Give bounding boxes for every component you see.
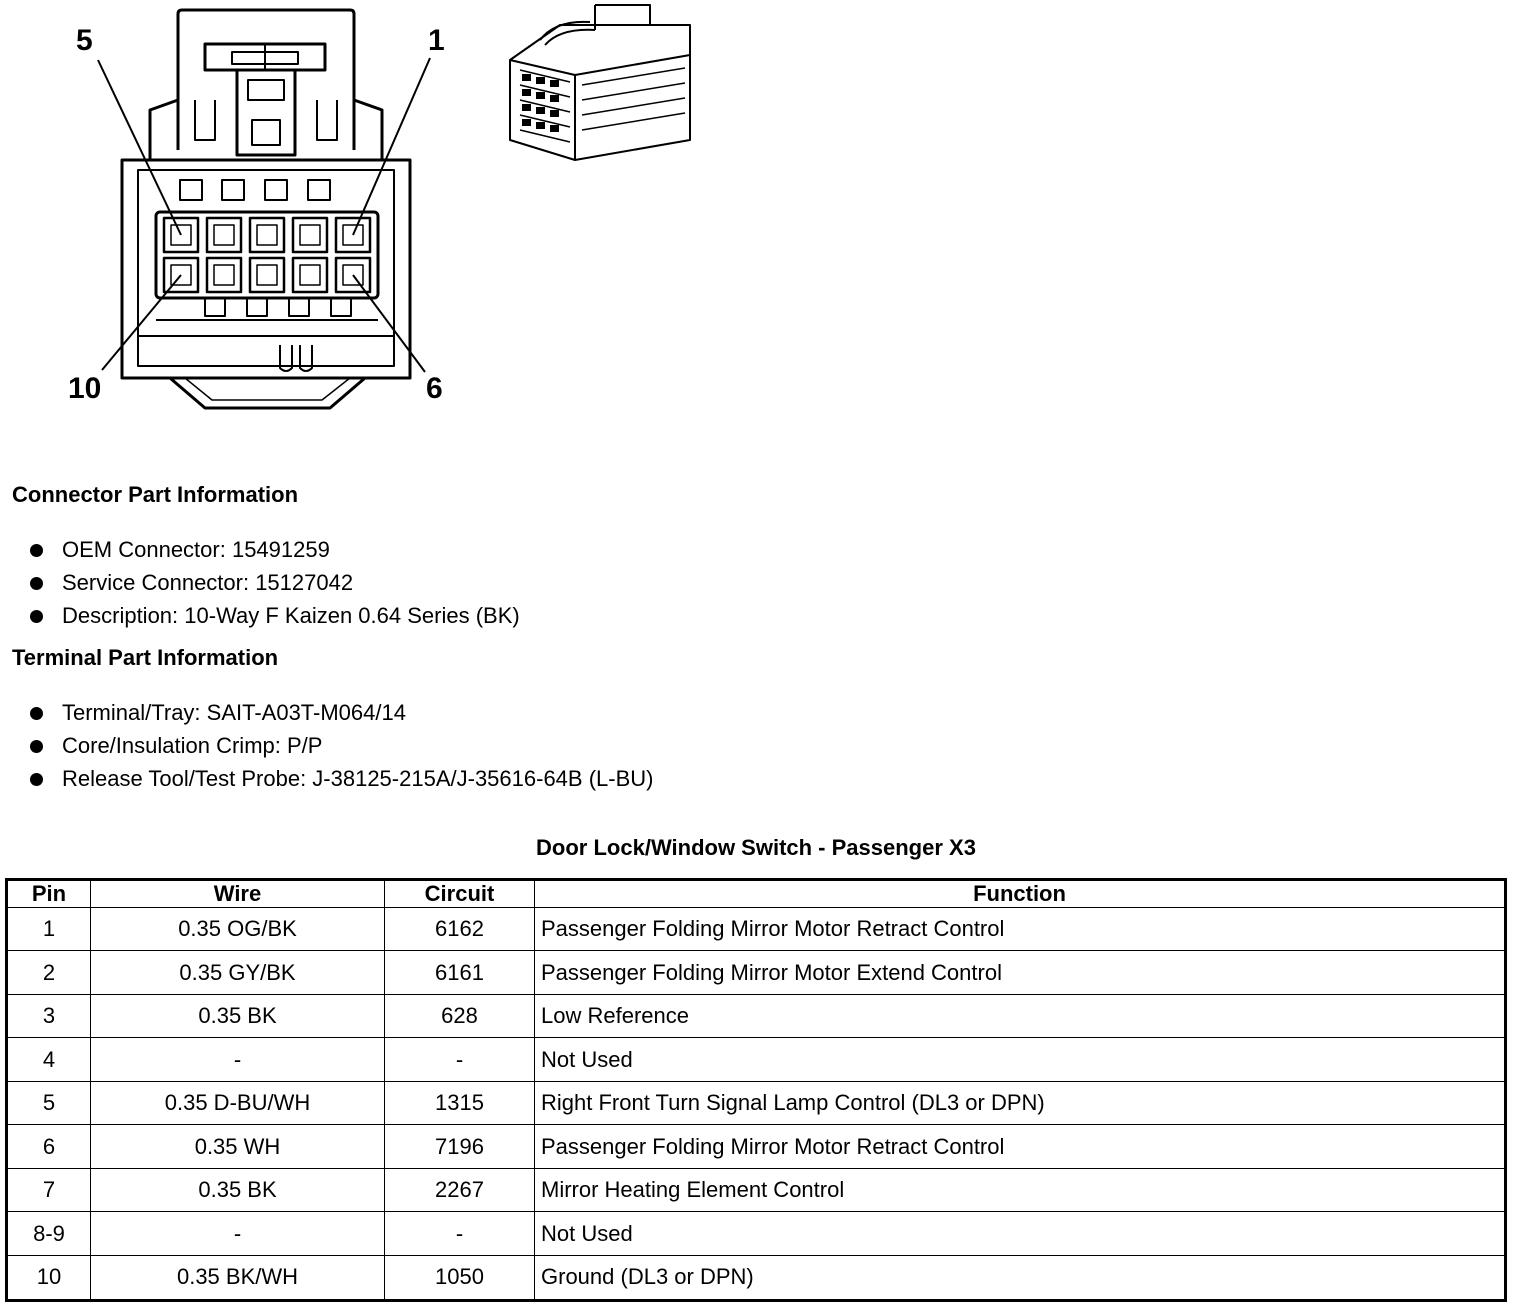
cell-wire: 0.35 OG/BK [91, 908, 385, 951]
cell-circuit: 2267 [385, 1168, 535, 1211]
table-row [7, 1212, 1506, 1255]
callout-pin-5: 5 [76, 24, 93, 57]
cell-function: Not Used [535, 1038, 1506, 1081]
cell-wire: 0.35 GY/BK [91, 951, 385, 994]
cell-wire: - [91, 1212, 385, 1255]
table-row [7, 1125, 1506, 1168]
cell-function: Mirror Heating Element Control [535, 1168, 1506, 1211]
release-tool-text: Release Tool/Test Probe: J-38125-215A/J-35616-64B (L-BU) [62, 766, 654, 791]
description-text: Description: 10-Way F Kaizen 0.64 Series (BK) [62, 603, 520, 628]
bullet-icon [30, 707, 43, 720]
cell-pin: 1 [7, 908, 91, 951]
cell-pin: 3 [7, 994, 91, 1037]
table-title: Door Lock/Window Switch - Passenger X3 [536, 835, 976, 860]
connector-face-diagram [0, 0, 470, 420]
header-wire: Wire [91, 880, 385, 908]
cell-wire: 0.35 WH [91, 1125, 385, 1168]
pinout-table [5, 878, 1507, 1302]
cell-pin: 7 [7, 1168, 91, 1211]
callout-pin-10: 10 [68, 372, 102, 405]
cell-function: Ground (DL3 or DPN) [535, 1255, 1506, 1300]
table-row [7, 1038, 1506, 1081]
cell-pin: 4 [7, 1038, 91, 1081]
cell-function: Low Reference [535, 994, 1506, 1037]
connector-isometric-view [500, 0, 700, 170]
list-item [28, 729, 653, 762]
list-item [28, 566, 520, 599]
cell-wire: 0.35 BK [91, 994, 385, 1037]
service-connector-text: Service Connector: 15127042 [62, 570, 354, 595]
cell-circuit: 1315 [385, 1081, 535, 1124]
bullet-icon [30, 773, 43, 786]
cell-circuit: - [385, 1038, 535, 1081]
cell-circuit: 628 [385, 994, 535, 1037]
bullet-icon [30, 610, 43, 623]
cell-function: Passenger Folding Mirror Motor Retract Control [535, 1125, 1506, 1168]
bullet-icon [30, 577, 43, 590]
cell-wire: 0.35 D-BU/WH [91, 1081, 385, 1124]
cell-wire: 0.35 BK/WH [91, 1255, 385, 1300]
table-row [7, 1168, 1506, 1211]
cell-wire: - [91, 1038, 385, 1081]
table-header-row [7, 880, 1506, 908]
cell-function: Right Front Turn Signal Lamp Control (DL3 or DPN) [535, 1081, 1506, 1124]
table-row [7, 994, 1506, 1037]
crimp-text: Core/Insulation Crimp: P/P [62, 733, 323, 758]
cell-pin: 6 [7, 1125, 91, 1168]
oem-connector-text: OEM Connector: 15491259 [62, 537, 330, 562]
callout-pin-6: 6 [426, 372, 443, 405]
cell-circuit: 6161 [385, 951, 535, 994]
cell-circuit: 7196 [385, 1125, 535, 1168]
header-circuit: Circuit [385, 880, 535, 908]
cell-pin: 8-9 [7, 1212, 91, 1255]
cell-function: Not Used [535, 1212, 1506, 1255]
list-item [28, 762, 653, 795]
list-item [28, 599, 520, 632]
table-row [7, 908, 1506, 951]
terminal-tray-text: Terminal/Tray: SAIT-A03T-M064/14 [62, 700, 406, 725]
cell-circuit: 6162 [385, 908, 535, 951]
bullet-icon [30, 740, 43, 753]
cell-function: Passenger Folding Mirror Motor Extend Control [535, 951, 1506, 994]
cell-pin: 2 [7, 951, 91, 994]
cell-pin: 5 [7, 1081, 91, 1124]
cell-function: Passenger Folding Mirror Motor Retract Control [535, 908, 1506, 951]
list-item [28, 696, 653, 729]
cell-wire: 0.35 BK [91, 1168, 385, 1211]
cell-pin: 10 [7, 1255, 91, 1300]
table-row [7, 1255, 1506, 1300]
terminal-part-info-heading: Terminal Part Information [12, 645, 279, 670]
terminal-part-info-list [28, 696, 653, 795]
cell-circuit: 1050 [385, 1255, 535, 1300]
bullet-icon [30, 544, 43, 557]
table-row [7, 1081, 1506, 1124]
header-function: Function [535, 880, 1506, 908]
table-row [7, 951, 1506, 994]
header-pin: Pin [7, 880, 91, 908]
callout-pin-1: 1 [428, 24, 445, 57]
connector-part-info-list [28, 533, 520, 632]
cell-circuit: - [385, 1212, 535, 1255]
list-item [28, 533, 520, 566]
connector-part-info-heading: Connector Part Information [12, 482, 299, 507]
